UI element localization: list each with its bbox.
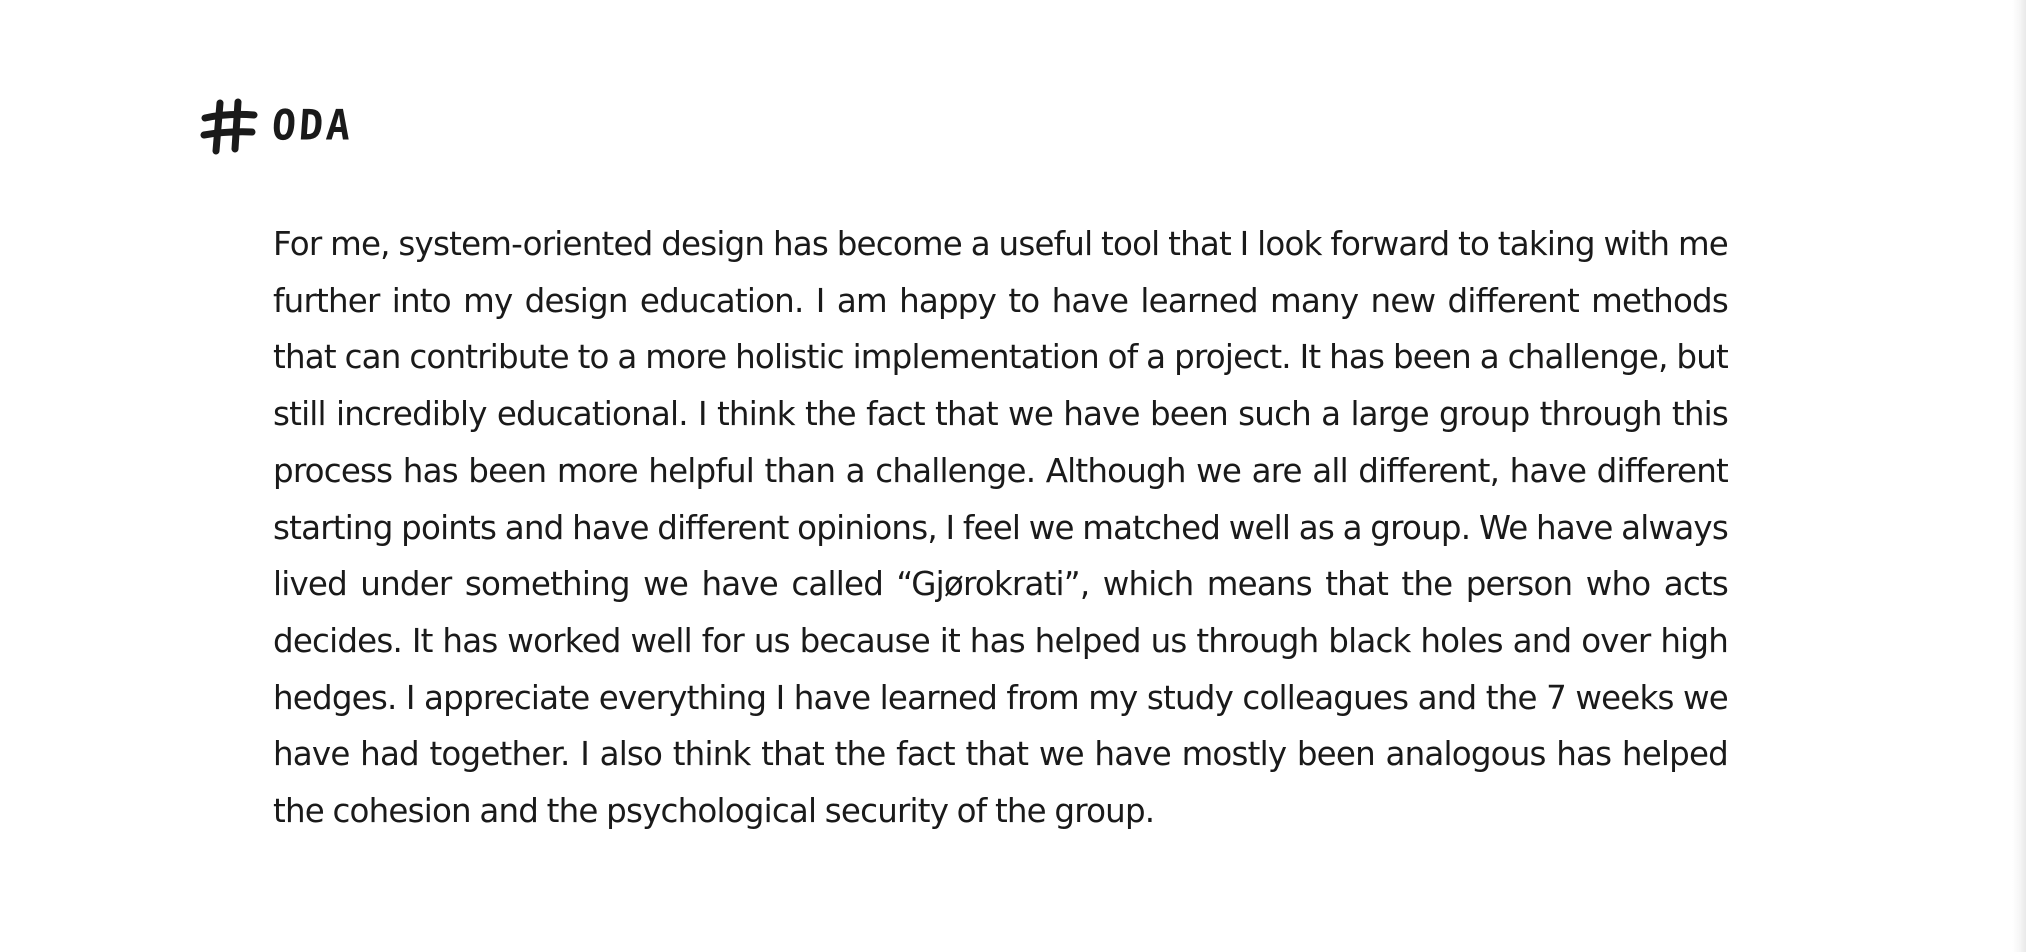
body-paragraph: For me, system-oriented design has become a useful tool that I look forward to taking with me further into my design education. I am happy to have learned many new different methods that can contribute to a more holistic implementation of a project. It has been a challenge, but still incredibly educational. I think the fact that we have been such a large group through this process has been more helpful than a challenge. Although we are all different, have different starting points and have different opinions, I feel we matched well as a group. We have always lived under something we have called “Gjørokrati”, which means that the person who acts decides. It has worked well for us because it has helped us through black holes and over high hedges. I appreciate everything I have learned from my study colleagues and the 7 weeks we have had together. I also think that the fact that we have mostly been analogous has helped the cohesion and the psychological security of the group. xyxy=(273,225,1728,831)
section-title: ODA xyxy=(270,101,355,151)
hash-icon xyxy=(200,97,258,155)
page-edge-shadow xyxy=(2012,0,2026,952)
section-heading xyxy=(200,94,353,158)
